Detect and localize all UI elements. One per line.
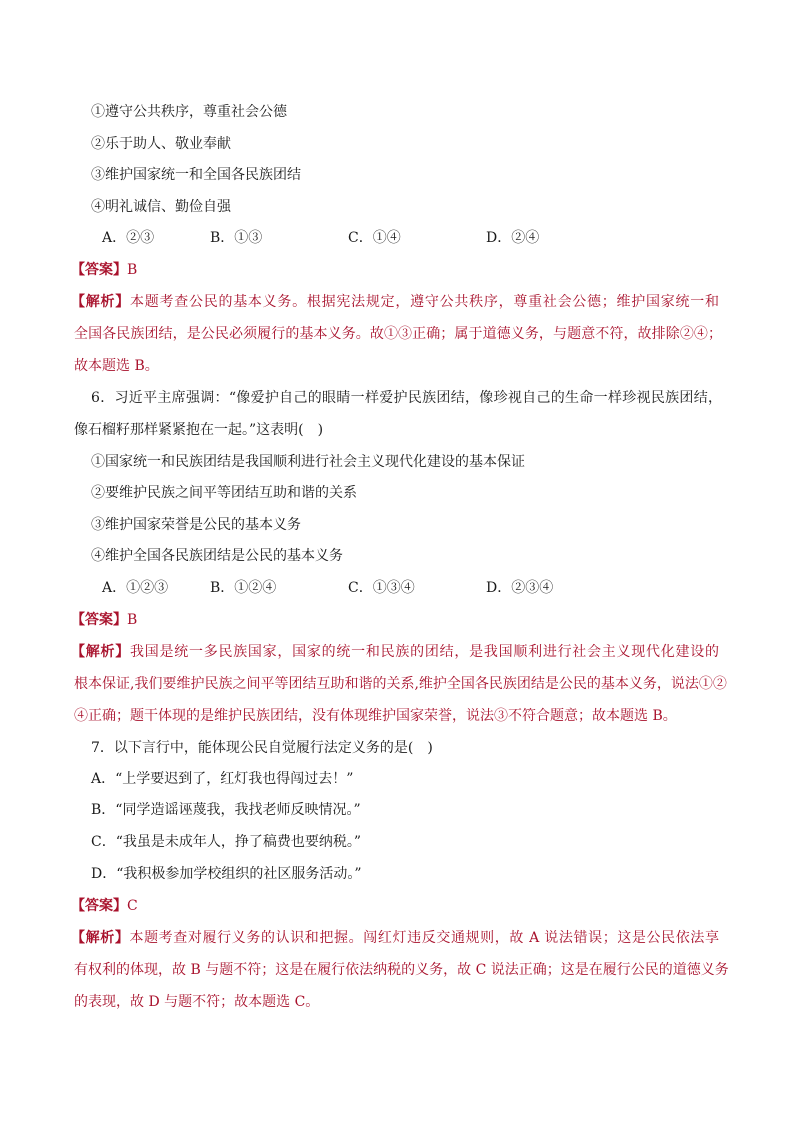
q7-answer bbox=[71, 896, 138, 916]
q6-analysis-line-2: 根本保证,我们要维护民族之间平等团结互助和谐的关系,维护全国各民族团结是公民的基本义务，说法①② bbox=[74, 676, 727, 692]
q5-choice-a: A．②③ bbox=[102, 230, 155, 246]
q7-choice-c: C．“我虽是未成年人，挣了稿费也要纳税。” bbox=[91, 834, 362, 850]
q6-option-4: ④维护全国各民族团结是公民的基本义务 bbox=[91, 548, 343, 564]
answer-tag: 【答案】 bbox=[71, 262, 127, 278]
q5-option-1: ①遵守公共秩序，尊重社会公德 bbox=[91, 104, 287, 120]
q6-analysis-line-1 bbox=[71, 642, 719, 662]
q5-analysis-line-1 bbox=[71, 292, 719, 312]
q7-analysis-line-2: 有权利的体现，故 B 与题不符；这是在履行依法纳税的义务，故 C 说法正确；这是在履行公民的道德义务 bbox=[74, 962, 729, 978]
analysis-tag: 【解析】 bbox=[71, 644, 130, 660]
q7-analysis-line-3: 的表现，故 D 与题不符；故本题选 C。 bbox=[74, 994, 320, 1010]
q5-analysis-line-3: 故本题选 B。 bbox=[74, 358, 159, 374]
q7-stem: 7．以下言行中，能体现公民自觉履行法定义务的是( ) bbox=[91, 740, 433, 756]
q6-analysis-line-3: ④正确；题干体现的是维护民族团结，没有体现维护国家荣誉，说法③不符合题意；故本题选 B。 bbox=[74, 708, 677, 724]
q6-stem-line-1: 6．习近平主席强调：“像爱护自己的眼睛一样爱护民族团结，像珍视自己的生命一样珍视民族团结， bbox=[91, 390, 722, 406]
q6-choice-c: C．①③④ bbox=[348, 580, 415, 596]
q5-option-2: ②乐于助人、敬业奉献 bbox=[91, 136, 231, 152]
q6-option-2: ②要维护民族之间平等团结互助和谐的关系 bbox=[91, 485, 357, 501]
answer-value: B bbox=[127, 262, 138, 278]
analysis-text: 我国是统一多民族国家，国家的统一和民族的团结，是我国顺利进行社会主义现代化建设的 bbox=[129, 644, 720, 660]
q5-answer bbox=[71, 260, 137, 280]
q6-choice-d: D．②③④ bbox=[486, 580, 554, 596]
q7-analysis-line-1 bbox=[71, 928, 719, 948]
q6-option-1: ①国家统一和民族团结是我国顺利进行社会主义现代化建设的基本保证 bbox=[91, 454, 525, 470]
q6-choice-a: A．①②③ bbox=[102, 580, 169, 596]
q5-choice-c: C．①④ bbox=[348, 230, 401, 246]
analysis-text: 本题考查对履行义务的认识和把握。闯红灯违反交通规则，故 A 说法错误；这是公民依法享 bbox=[129, 930, 719, 946]
q5-option-3: ③维护国家统一和全国各民族团结 bbox=[91, 167, 301, 183]
answer-tag: 【答案】 bbox=[71, 898, 127, 914]
q5-option-4: ④明礼诚信、勤俭自强 bbox=[91, 199, 231, 215]
q6-option-3: ③维护国家荣誉是公民的基本义务 bbox=[91, 517, 301, 533]
answer-value: B bbox=[127, 612, 138, 628]
q5-analysis-line-2: 全国各民族团结，是公民必须履行的基本义务。故①③正确；属于道德义务，与题意不符，故排除②④； bbox=[74, 326, 722, 342]
q7-choice-d: D．“我积极参加学校组织的社区服务活动。” bbox=[91, 866, 362, 882]
answer-value: C bbox=[127, 898, 138, 914]
q6-answer bbox=[71, 610, 137, 630]
q6-stem-line-2: 像石榴籽那样紧紧抱在一起。”这表明( ) bbox=[74, 422, 324, 438]
q7-choice-b: B．“同学造谣诬蔑我，我找老师反映情况。” bbox=[91, 802, 361, 818]
analysis-tag: 【解析】 bbox=[71, 294, 130, 310]
analysis-tag: 【解析】 bbox=[71, 930, 130, 946]
q6-choice-b: B．①②④ bbox=[210, 580, 277, 596]
q5-choice-d: D．②④ bbox=[486, 230, 540, 246]
answer-tag: 【答案】 bbox=[71, 612, 127, 628]
q7-choice-a: A．“上学要迟到了，红灯我也得闯过去！” bbox=[91, 771, 354, 787]
analysis-text: 本题考查公民的基本义务。根据宪法规定，遵守公共秩序，尊重社会公德；维护国家统一和 bbox=[129, 294, 720, 310]
q5-choice-b: B．①③ bbox=[210, 230, 263, 246]
